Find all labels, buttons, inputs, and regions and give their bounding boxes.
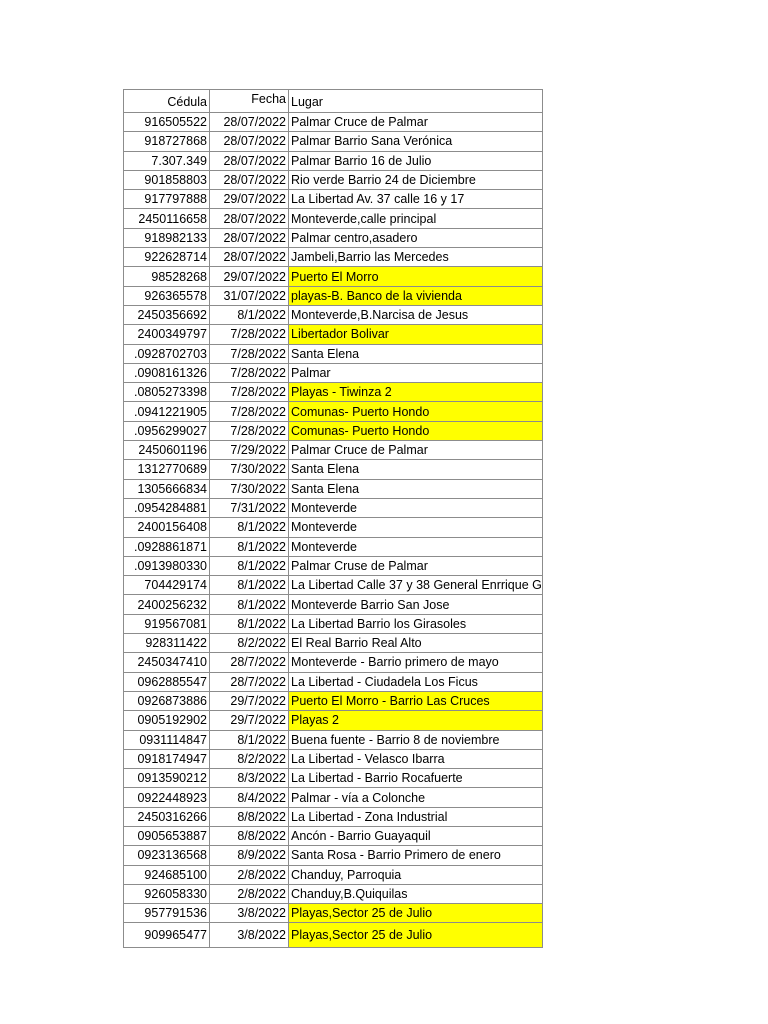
fecha-cell[interactable]: 3/8/2022	[210, 923, 289, 948]
fecha-cell[interactable]: 28/7/2022	[210, 653, 289, 672]
table-row	[124, 556, 543, 575]
table-row	[124, 402, 543, 421]
cedula-cell[interactable]: 918982133	[124, 228, 210, 247]
cedula-cell[interactable]: 922628714	[124, 248, 210, 267]
table-row	[124, 595, 543, 614]
table-row	[124, 228, 543, 247]
lugar-cell[interactable]: Rio verde Barrio 24 de Diciembre	[289, 170, 543, 189]
fecha-cell[interactable]: 8/8/2022	[210, 826, 289, 845]
lugar-cell[interactable]: Santa Elena	[289, 344, 543, 363]
fecha-cell[interactable]: 28/07/2022	[210, 209, 289, 228]
table-row	[124, 248, 543, 267]
cedula-cell[interactable]: 901858803	[124, 170, 210, 189]
cedula-cell[interactable]: 928311422	[124, 634, 210, 653]
cedula-cell[interactable]: 2450316266	[124, 807, 210, 826]
fecha-cell[interactable]: 8/4/2022	[210, 788, 289, 807]
fecha-cell[interactable]: 8/9/2022	[210, 846, 289, 865]
table-row	[124, 383, 543, 402]
lugar-cell[interactable]: Palmar Cruce de Palmar	[289, 441, 543, 460]
fecha-cell[interactable]: 28/07/2022	[210, 170, 289, 189]
table-row	[124, 634, 543, 653]
table-row	[124, 344, 543, 363]
lugar-cell[interactable]: Playas,Sector 25 de Julio	[289, 923, 543, 948]
table-row	[124, 691, 543, 710]
fecha-cell[interactable]: 29/07/2022	[210, 190, 289, 209]
table-row	[124, 711, 543, 730]
fecha-cell[interactable]: 7/29/2022	[210, 441, 289, 460]
table-row	[124, 884, 543, 903]
cedula-cell[interactable]: 909965477	[124, 923, 210, 948]
cedula-cell[interactable]: .0928702703	[124, 344, 210, 363]
table-row	[124, 904, 543, 923]
cedula-cell[interactable]: 2450601196	[124, 441, 210, 460]
fecha-cell[interactable]: 28/7/2022	[210, 672, 289, 691]
header-lugar[interactable]: Lugar	[289, 90, 543, 113]
fecha-cell[interactable]: 28/07/2022	[210, 113, 289, 132]
lugar-cell[interactable]: Puerto El Morro - Barrio Las Cruces	[289, 691, 543, 710]
table-row	[124, 460, 543, 479]
cedula-cell[interactable]: 2450356692	[124, 305, 210, 324]
fecha-cell[interactable]: 7/28/2022	[210, 402, 289, 421]
table-row	[124, 653, 543, 672]
cedula-cell[interactable]: 0922448923	[124, 788, 210, 807]
cedula-cell[interactable]: .0928861871	[124, 537, 210, 556]
fecha-cell[interactable]: 29/07/2022	[210, 267, 289, 286]
cedula-cell[interactable]: 926058330	[124, 884, 210, 903]
fecha-cell[interactable]: 7/30/2022	[210, 460, 289, 479]
lugar-cell[interactable]: La Libertad - Barrio Rocafuerte	[289, 769, 543, 788]
fecha-cell[interactable]: 7/30/2022	[210, 479, 289, 498]
lugar-cell[interactable]: Comunas- Puerto Hondo	[289, 421, 543, 440]
fecha-cell[interactable]: 7/28/2022	[210, 363, 289, 382]
table-row	[124, 151, 543, 170]
cedula-cell[interactable]: 2400156408	[124, 518, 210, 537]
lugar-cell[interactable]: Palmar centro,asadero	[289, 228, 543, 247]
lugar-cell[interactable]: Palmar Cruce de Palmar	[289, 113, 543, 132]
table-row	[124, 305, 543, 324]
table-row	[124, 325, 543, 344]
cedula-cell[interactable]: 924685100	[124, 865, 210, 884]
lugar-cell[interactable]: La Libertad Calle 37 y 38 General Enrrique G	[289, 576, 543, 595]
table-row	[124, 267, 543, 286]
fecha-cell[interactable]: 7/31/2022	[210, 498, 289, 517]
cedula-cell[interactable]: .0941221905	[124, 402, 210, 421]
cedula-cell[interactable]: 917797888	[124, 190, 210, 209]
table-row	[124, 170, 543, 189]
cedula-cell[interactable]: 926365578	[124, 286, 210, 305]
table-row	[124, 479, 543, 498]
cedula-cell[interactable]: 2400349797	[124, 325, 210, 344]
fecha-cell[interactable]: 29/7/2022	[210, 711, 289, 730]
cedula-cell[interactable]: 0913590212	[124, 769, 210, 788]
lugar-cell[interactable]: Ancón - Barrio Guayaquil	[289, 826, 543, 845]
cedula-cell[interactable]: 2400256232	[124, 595, 210, 614]
table-row	[124, 730, 543, 749]
lugar-cell[interactable]: La Libertad Barrio los Girasoles	[289, 614, 543, 633]
lugar-cell[interactable]: La Libertad Av. 37 calle 16 y 17	[289, 190, 543, 209]
lugar-cell[interactable]: Chanduy,B.Quiquilas	[289, 884, 543, 903]
lugar-cell[interactable]: Buena fuente - Barrio 8 de noviembre	[289, 730, 543, 749]
fecha-cell[interactable]: 28/07/2022	[210, 151, 289, 170]
lugar-cell[interactable]: Monteverde	[289, 498, 543, 517]
fecha-cell[interactable]: 8/1/2022	[210, 595, 289, 614]
lugar-cell[interactable]: La Libertad - Ciudadela Los Ficus	[289, 672, 543, 691]
lugar-cell[interactable]: Monteverde	[289, 518, 543, 537]
fecha-cell[interactable]: 28/07/2022	[210, 248, 289, 267]
cedula-cell[interactable]: 0923136568	[124, 846, 210, 865]
table-row	[124, 749, 543, 768]
table-row	[124, 769, 543, 788]
fecha-cell[interactable]: 8/1/2022	[210, 614, 289, 633]
lugar-cell[interactable]: Monteverde,B.Narcisa de Jesus	[289, 305, 543, 324]
cedula-cell[interactable]: 0931114847	[124, 730, 210, 749]
lugar-cell[interactable]: Playas,Sector 25 de Julio	[289, 904, 543, 923]
fecha-cell[interactable]: 8/1/2022	[210, 305, 289, 324]
lugar-cell[interactable]: Monteverde Barrio San Jose	[289, 595, 543, 614]
fecha-cell[interactable]: 7/28/2022	[210, 344, 289, 363]
fecha-cell[interactable]: 8/2/2022	[210, 749, 289, 768]
lugar-cell[interactable]: Playas - Tiwinza 2	[289, 383, 543, 402]
lugar-cell[interactable]: playas-B. Banco de la vivienda	[289, 286, 543, 305]
lugar-cell[interactable]: Jambeli,Barrio las Mercedes	[289, 248, 543, 267]
table-row	[124, 113, 543, 132]
table-row	[124, 788, 543, 807]
records-table-body	[124, 90, 543, 948]
fecha-cell[interactable]: 8/1/2022	[210, 730, 289, 749]
cedula-cell[interactable]: 916505522	[124, 113, 210, 132]
fecha-cell[interactable]: 8/8/2022	[210, 807, 289, 826]
table-row	[124, 421, 543, 440]
table-row	[124, 132, 543, 151]
fecha-cell[interactable]: 28/07/2022	[210, 132, 289, 151]
lugar-cell[interactable]: Monteverde,calle principal	[289, 209, 543, 228]
lugar-cell[interactable]: El Real Barrio Real Alto	[289, 634, 543, 653]
lugar-cell[interactable]: Puerto El Morro	[289, 267, 543, 286]
lugar-cell[interactable]: Monteverde	[289, 537, 543, 556]
header-cedula[interactable]: Cédula	[124, 90, 210, 113]
cedula-cell[interactable]: 2450347410	[124, 653, 210, 672]
table-row	[124, 209, 543, 228]
lugar-cell[interactable]: La Libertad - Velasco Ibarra	[289, 749, 543, 768]
table-row	[124, 672, 543, 691]
fecha-cell[interactable]: 8/1/2022	[210, 576, 289, 595]
cedula-cell[interactable]: 0962885547	[124, 672, 210, 691]
fecha-cell[interactable]: 7/28/2022	[210, 325, 289, 344]
lugar-cell[interactable]: Comunas- Puerto Hondo	[289, 402, 543, 421]
cedula-cell[interactable]: 1305666834	[124, 479, 210, 498]
lugar-cell[interactable]: Monteverde - Barrio primero de mayo	[289, 653, 543, 672]
fecha-cell[interactable]: 29/7/2022	[210, 691, 289, 710]
fecha-cell[interactable]: 8/1/2022	[210, 518, 289, 537]
lugar-cell[interactable]: Santa Elena	[289, 479, 543, 498]
table-row	[124, 537, 543, 556]
fecha-cell[interactable]: 31/07/2022	[210, 286, 289, 305]
cedula-cell[interactable]: .0805273398	[124, 383, 210, 402]
lugar-cell[interactable]: Palmar	[289, 363, 543, 382]
table-row	[124, 441, 543, 460]
table-row	[124, 846, 543, 865]
lugar-cell[interactable]: La Libertad - Zona Industrial	[289, 807, 543, 826]
cedula-cell[interactable]: 0905192902	[124, 711, 210, 730]
lugar-cell[interactable]: Palmar - vía a Colonche	[289, 788, 543, 807]
table-row	[124, 498, 543, 517]
lugar-cell[interactable]: Palmar Barrio 16 de Julio	[289, 151, 543, 170]
table-row	[124, 614, 543, 633]
header-row	[124, 90, 543, 113]
lugar-cell[interactable]: Santa Elena	[289, 460, 543, 479]
table-row	[124, 923, 543, 948]
table-row	[124, 865, 543, 884]
table-row	[124, 576, 543, 595]
cedula-cell[interactable]: .0956299027	[124, 421, 210, 440]
lugar-cell[interactable]: Palmar Barrio Sana Verónica	[289, 132, 543, 151]
cedula-cell[interactable]: 704429174	[124, 576, 210, 595]
fecha-cell[interactable]: 7/28/2022	[210, 421, 289, 440]
fecha-cell[interactable]: 2/8/2022	[210, 884, 289, 903]
lugar-cell[interactable]: Santa Rosa - Barrio Primero de enero	[289, 846, 543, 865]
cedula-cell[interactable]: .0954284881	[124, 498, 210, 517]
fecha-cell[interactable]: 8/1/2022	[210, 537, 289, 556]
lugar-cell[interactable]: Chanduy, Parroquia	[289, 865, 543, 884]
cedula-cell[interactable]: 7.307.349	[124, 151, 210, 170]
fecha-cell[interactable]: 8/1/2022	[210, 556, 289, 575]
lugar-cell[interactable]: Palmar Cruse de Palmar	[289, 556, 543, 575]
cedula-cell[interactable]: 919567081	[124, 614, 210, 633]
table-row	[124, 363, 543, 382]
cedula-cell[interactable]: 98528268	[124, 267, 210, 286]
lugar-cell[interactable]: Playas 2	[289, 711, 543, 730]
table-row	[124, 190, 543, 209]
header-fecha[interactable]: Fecha	[210, 90, 289, 113]
cedula-cell[interactable]: 0926873886	[124, 691, 210, 710]
cedula-cell[interactable]: 1312770689	[124, 460, 210, 479]
cedula-cell[interactable]: .0908161326	[124, 363, 210, 382]
cedula-cell[interactable]: 0918174947	[124, 749, 210, 768]
fecha-cell[interactable]: 2/8/2022	[210, 865, 289, 884]
fecha-cell[interactable]: 3/8/2022	[210, 904, 289, 923]
table-row	[124, 286, 543, 305]
cedula-cell[interactable]: 0905653887	[124, 826, 210, 845]
fecha-cell[interactable]: 28/07/2022	[210, 228, 289, 247]
cedula-cell[interactable]: 957791536	[124, 904, 210, 923]
fecha-cell[interactable]: 8/3/2022	[210, 769, 289, 788]
table-row	[124, 807, 543, 826]
cedula-cell[interactable]: .0913980330	[124, 556, 210, 575]
cedula-cell[interactable]: 918727868	[124, 132, 210, 151]
fecha-cell[interactable]: 8/2/2022	[210, 634, 289, 653]
table-row	[124, 518, 543, 537]
table-row	[124, 826, 543, 845]
records-table	[123, 89, 543, 948]
fecha-cell[interactable]: 7/28/2022	[210, 383, 289, 402]
cedula-cell[interactable]: 2450116658	[124, 209, 210, 228]
lugar-cell[interactable]: Libertador Bolivar	[289, 325, 543, 344]
